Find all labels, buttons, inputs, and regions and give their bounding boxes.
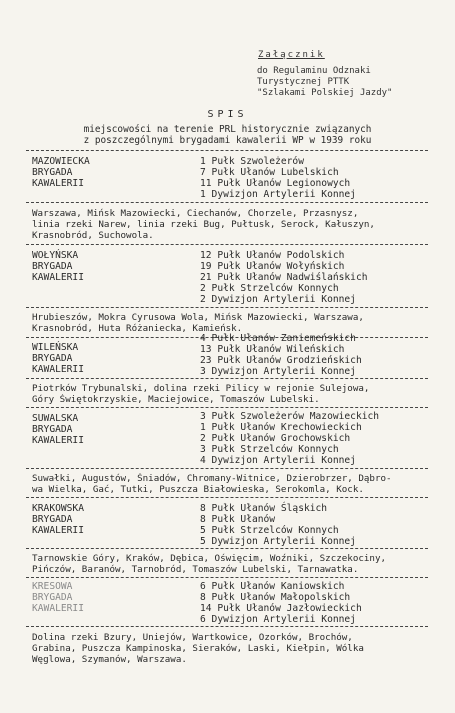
unit-line: 3 Dywizjon Artylerii Konnej [200,366,356,377]
separator-line [26,378,428,379]
unit-line: 11 Pułk Ułanów Legionowych [200,178,351,189]
header-line-badge-name: "Szlakami Polskiej Jazdy" [257,88,393,98]
places-line: Góry Świętokrzyskie, Maciejowice, Tomaszów Lubelski. [32,394,320,405]
brigade-name: SUWALSKA [32,413,79,424]
brigade-name: KAWALERII [32,178,84,189]
unit-line: 8 Pułk Ułanów [200,514,276,525]
separator-line [26,150,428,151]
places-line: Piotrków Trybunalski, dolina rzeki Pilicy w rejonie Sulejowa, [32,383,370,394]
unit-line: 1 Dywizjon Artylerii Konnej [200,189,356,200]
places-line: Grabina, Puszcza Kampinoska, Sieraków, Laski, Kiełpin, Wólka [32,643,364,654]
unit-line: 6 Pułk Ułanów Kaniowskich [200,581,345,592]
brigade-name: KAWALERII [32,525,84,536]
unit-line: 4 Pułk Ułanów Zaniemeńskich [200,333,356,344]
attachment-label: Załącznik [258,50,325,60]
places-line: wa Wielka, Gać, Tutki, Puszcza Białowieska, Serokomla, Kock. [32,484,364,495]
places-line: Tarnowskie Góry, Kraków, Dębica, Oświęcim, Woźniki, Szczekociny, [32,553,387,564]
separator-line [26,244,428,245]
unit-line: 6 Dywizjon Artylerii Konnej [200,614,356,625]
unit-line: 1 Pułk Ułanów Krechowieckich [200,422,362,433]
brigade-name: KAWALERII [32,364,84,375]
intro-line-2: z poszczególnymi brygadami kawalerii WP w 1939 roku [83,135,372,146]
unit-line: 5 Pułk Strzelców Konnych [200,525,339,536]
separator-line [26,407,428,408]
places-line: Pińczów, Baranów, Tarnobród, Tomaszów Lubelski, Tarnawatka. [32,564,359,575]
unit-line: 5 Dywizjon Artylerii Konnej [200,536,356,547]
brigade-name: WOŁYŃSKA [32,250,79,261]
unit-line: 3 Pułk Strzelców Konnych [200,444,339,455]
brigade-name: KAWALERII [32,272,84,283]
brigade-name: KRESOWA [32,581,73,592]
brigade-name: BRYGADA [32,261,73,272]
unit-line: 21 Pułk Ułanów Nadwiślańskich [200,272,368,283]
header-line-pttk: Turystycznej PTTK [257,77,350,87]
document-title: SPIS [207,109,248,120]
brigade-name: MAZOWIECKA [32,156,90,167]
brigade-name: BRYGADA [32,353,73,364]
separator-line [26,307,428,308]
places-line: Suwałki, Augustów, Śniadów, Chromany-Witnice, Dzierobrzer, Dąbro- [32,473,392,484]
header-line-regulation: do Regulaminu Odznaki [257,66,371,76]
unit-line: 14 Pułk Ułanów Jazłowieckich [200,603,362,614]
brigade-name: WILEŃSKA [32,342,79,353]
intro-line-1: miejscowości na terenie PRL historycznie związanych [83,124,372,135]
brigade-name: BRYGADA [32,167,73,178]
places-line: Krasnobród, Huta Różaniecka, Kamieńsk. [32,323,243,334]
separator-line [26,548,428,549]
places-line: Węglowa, Szymanów, Warszawa. [32,654,187,665]
unit-line: 8 Pułk Ułanów Małopolskich [200,592,351,603]
unit-line: 13 Pułk Ułanów Wileńskich [200,344,345,355]
unit-line: 8 Pułk Ułanów Śląskich [200,503,328,514]
unit-line: 1 Pułk Szwoleżerów [200,156,304,167]
separator-line [26,626,428,627]
separator-line [26,577,428,578]
places-line: Krasnobród, Suchowola. [32,230,154,241]
separator-line [26,202,428,203]
separator-line [26,497,428,498]
separator-line [26,468,428,469]
unit-line: 2 Dywizjon Artylerii Konnej [200,294,356,305]
unit-line: 19 Pułk Ułanów Wołyńskich [200,261,345,272]
unit-line: 23 Pułk Ułanów Grodzieńskich [200,355,362,366]
places-line: Dolina rzeki Bzury, Uniejów, Wartkowice, Ozorków, Brochów, [32,632,353,643]
unit-line: 7 Pułk Ułanów Lubelskich [200,167,339,178]
brigade-name: BRYGADA [32,592,73,603]
unit-line: 12 Pułk Ułanów Podolskich [200,250,345,261]
brigade-name: KAWALERII [32,435,84,446]
places-line: Warszawa, Mińsk Mazowiecki, Ciechanów, Chorzele, Przasnysz, [32,208,359,219]
unit-line: 2 Pułk Strzelców Konnych [200,283,339,294]
brigade-name: KAWALERII [32,603,84,614]
unit-line: 2 Pułk Ułanów Grochowskich [200,433,351,444]
brigade-name: KRAKOWSKA [32,503,84,514]
brigade-name: BRYGADA [32,514,73,525]
unit-line: 3 Pułk Szwoleżerów Mazowieckich [200,411,380,422]
places-line: linia rzeki Narew, linia rzeki Bug, Pułtusk, Serock, Kałuszyn, [32,219,375,230]
brigade-name: BRYGADA [32,424,73,435]
places-line: Hrubieszów, Mokra Cyrusowa Wola, Mińsk Mazowiecki, Warszawa, [32,312,364,323]
unit-line: 4 Dywizjon Artylerii Konnej [200,455,356,466]
